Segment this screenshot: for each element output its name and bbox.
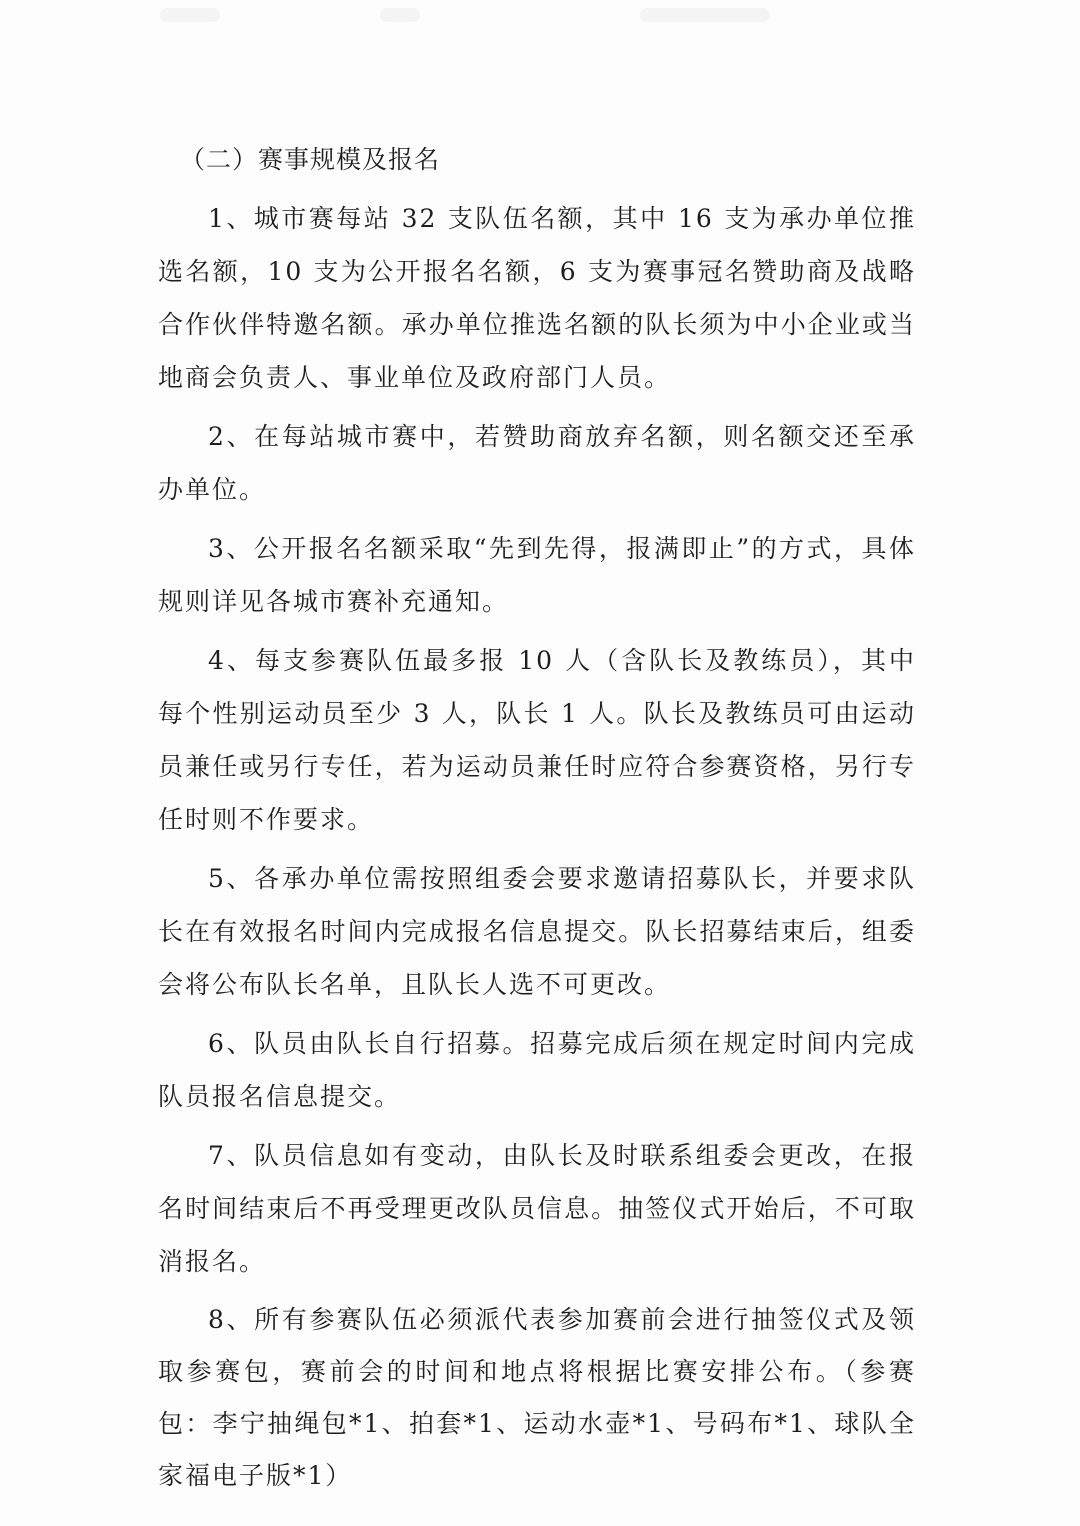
scan-artifact: [380, 8, 420, 22]
document-body: [158, 142, 916, 1508]
paragraph-8: 8、所有参赛队伍必须派代表参加赛前会进行抽签仪式及领取参赛包，赛前会的时间和地点将根据比赛安排公布。（参赛包：李宁抽绳包*1、拍套*1、运动水壶*1、号码布*1、球队全家福电子版*1）: [158, 1305, 916, 1490]
paragraph-5: 5、各承办单位需按照组委会要求邀请招募队长，并要求队长在有效报名时间内完成报名信息提交。队长招募结束后，组委会将公布队长名单，且队长人选不可更改。: [158, 864, 916, 999]
paragraph-4: 4、每支参赛队伍最多报 10 人（含队长及教练员），其中每个性别运动员至少 3 人，队长 1 人。队长及教练员可由运动员兼任或另行专任，若为运动员兼任时应符合参赛资格，另行专任时则不作要求。: [158, 646, 916, 834]
paragraph-3: 3、公开报名名额采取“先到先得，报满即止”的方式，具体规则详见各城市赛补充通知。: [158, 534, 916, 616]
section-heading: （二）赛事规模及报名: [180, 145, 441, 174]
paragraph-7: 7、队员信息如有变动，由队长及时联系组委会更改，在报名时间结束后不再受理更改队员信息。抽签仪式开始后，不可取消报名。: [158, 1141, 916, 1276]
scan-artifact: [160, 8, 220, 22]
paragraph-2: 2、在每站城市赛中，若赞助商放弃名额，则名额交还至承办单位。: [158, 422, 916, 504]
paragraph-1: 1、城市赛每站 32 支队伍名额，其中 16 支为承办单位推选名额，10 支为公开报名名额，6 支为赛事冠名赞助商及战略合作伙伴特邀名额。承办单位推选名额的队长须为中小企业或当地商会负责人、事业单位及政府部门人员。: [158, 204, 916, 392]
scan-artifact: [640, 8, 770, 22]
paragraph-6: 6、队员由队长自行招募。招募完成后须在规定时间内完成队员报名信息提交。: [158, 1029, 916, 1111]
